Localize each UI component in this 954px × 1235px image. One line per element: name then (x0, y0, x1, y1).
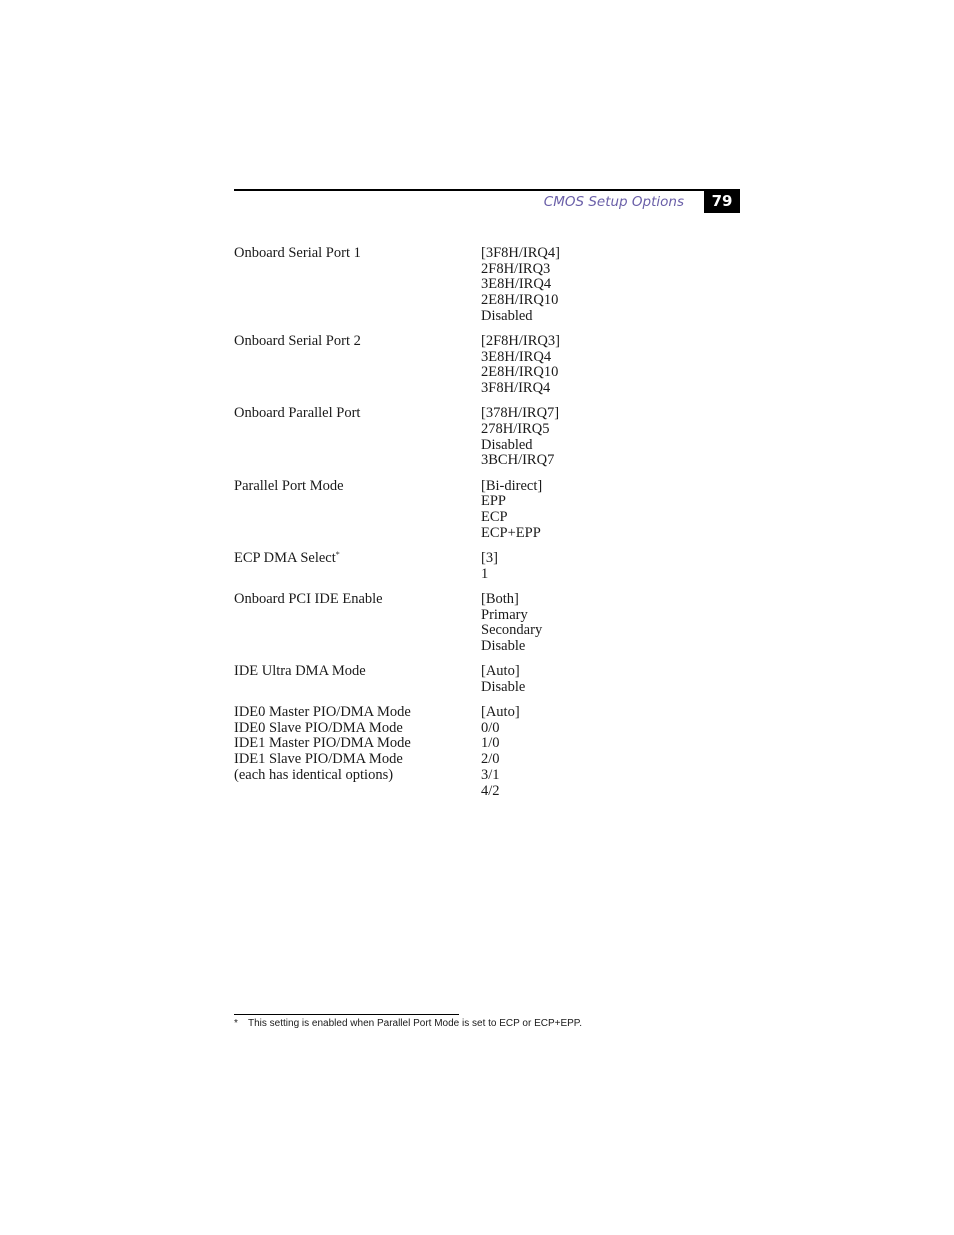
setting-label-text: ECP DMA Select (234, 549, 336, 566)
footnote (234, 1018, 582, 1029)
setting-option: [378H/IRQ7] (481, 405, 560, 422)
setting-option: 1/0 (481, 735, 500, 752)
setting-option: Disabled (481, 307, 533, 324)
setting-option: 2E8H/IRQ10 (481, 364, 559, 381)
setting-option: 3F8H/IRQ4 (481, 380, 551, 397)
setting-option: 3E8H/IRQ4 (481, 276, 552, 293)
setting-label: Onboard PCI IDE Enable (234, 590, 383, 607)
footnote-reference-mark: * (335, 549, 340, 559)
setting-row-onboard-serial-port-2 (234, 334, 654, 397)
setting-option: 3/1 (481, 766, 500, 783)
setting-label: IDE Ultra DMA Mode (234, 663, 366, 680)
setting-option: [2F8H/IRQ3] (481, 333, 560, 350)
setting-options (481, 705, 654, 799)
setting-label: IDE1 Slave PIO/DMA Mode (234, 751, 403, 768)
setting-label: IDE0 Master PIO/DMA Mode (234, 704, 411, 721)
setting-label-group (234, 246, 474, 262)
setting-option: 2/0 (481, 751, 500, 768)
setting-row-ide-pio-dma-modes (234, 705, 654, 799)
setting-row-parallel-port-mode (234, 479, 654, 542)
setting-row-onboard-pci-ide-enable (234, 592, 654, 655)
setting-option: [Auto] (481, 663, 520, 680)
setting-label-group (234, 551, 474, 567)
setting-option: 3E8H/IRQ4 (481, 348, 552, 365)
setting-option: [Bi-direct] (481, 477, 543, 494)
setting-options (481, 334, 654, 397)
setting-options (481, 592, 654, 655)
setting-row-onboard-serial-port-1 (234, 246, 654, 325)
setting-option: [Auto] (481, 704, 520, 721)
setting-row-ide-ultra-dma-mode (234, 664, 654, 695)
setting-label: IDE1 Master PIO/DMA Mode (234, 735, 411, 752)
settings-table (234, 246, 654, 799)
setting-option: ECP (481, 509, 508, 526)
setting-label-group (234, 705, 474, 784)
setting-options (481, 664, 654, 695)
setting-option: 278H/IRQ5 (481, 421, 550, 438)
setting-label-group (234, 334, 474, 350)
setting-label-group (234, 664, 474, 680)
setting-options (481, 406, 654, 469)
footnote-text: This setting is enabled when Parallel Port Mode is set to ECP or ECP+EPP. (248, 1018, 582, 1029)
setting-option: 2E8H/IRQ10 (481, 292, 559, 309)
setting-option: Disable (481, 637, 526, 654)
setting-label: Onboard Parallel Port (234, 405, 361, 422)
page-number: 79 (704, 190, 740, 213)
setting-option: Disable (481, 678, 526, 695)
setting-option: [Both] (481, 590, 519, 607)
setting-option: Primary (481, 606, 528, 623)
setting-label-note: (each has identical options) (234, 766, 394, 783)
setting-option: EPP (481, 493, 506, 510)
setting-label-group (234, 479, 474, 495)
setting-option: ECP+EPP (481, 524, 541, 541)
setting-label-group (234, 592, 474, 608)
running-head: CMOS Setup Options (543, 194, 684, 210)
setting-option: [3F8H/IRQ4] (481, 245, 560, 261)
setting-option: 0/0 (481, 719, 500, 736)
setting-option: Disabled (481, 436, 533, 453)
setting-options (481, 479, 654, 542)
setting-option: Secondary (481, 622, 543, 639)
setting-option: 3BCH/IRQ7 (481, 452, 555, 469)
setting-row-onboard-parallel-port (234, 406, 654, 469)
setting-label: Onboard Serial Port 2 (234, 333, 361, 350)
setting-options (481, 551, 654, 582)
setting-options (481, 246, 654, 325)
setting-option: [3] (481, 549, 498, 566)
footnote-rule (234, 1014, 459, 1015)
setting-label-group (234, 406, 474, 422)
header-rule (234, 189, 740, 191)
footnote-mark: * (234, 1018, 238, 1029)
setting-option: 1 (481, 565, 489, 582)
setting-row-ecp-dma-select (234, 551, 654, 582)
setting-label (234, 551, 474, 567)
setting-label: IDE0 Slave PIO/DMA Mode (234, 719, 403, 736)
setting-option: 4/2 (481, 782, 500, 799)
setting-option: 2F8H/IRQ3 (481, 260, 551, 277)
setting-label: Parallel Port Mode (234, 477, 344, 494)
setting-label: Onboard Serial Port 1 (234, 245, 361, 261)
